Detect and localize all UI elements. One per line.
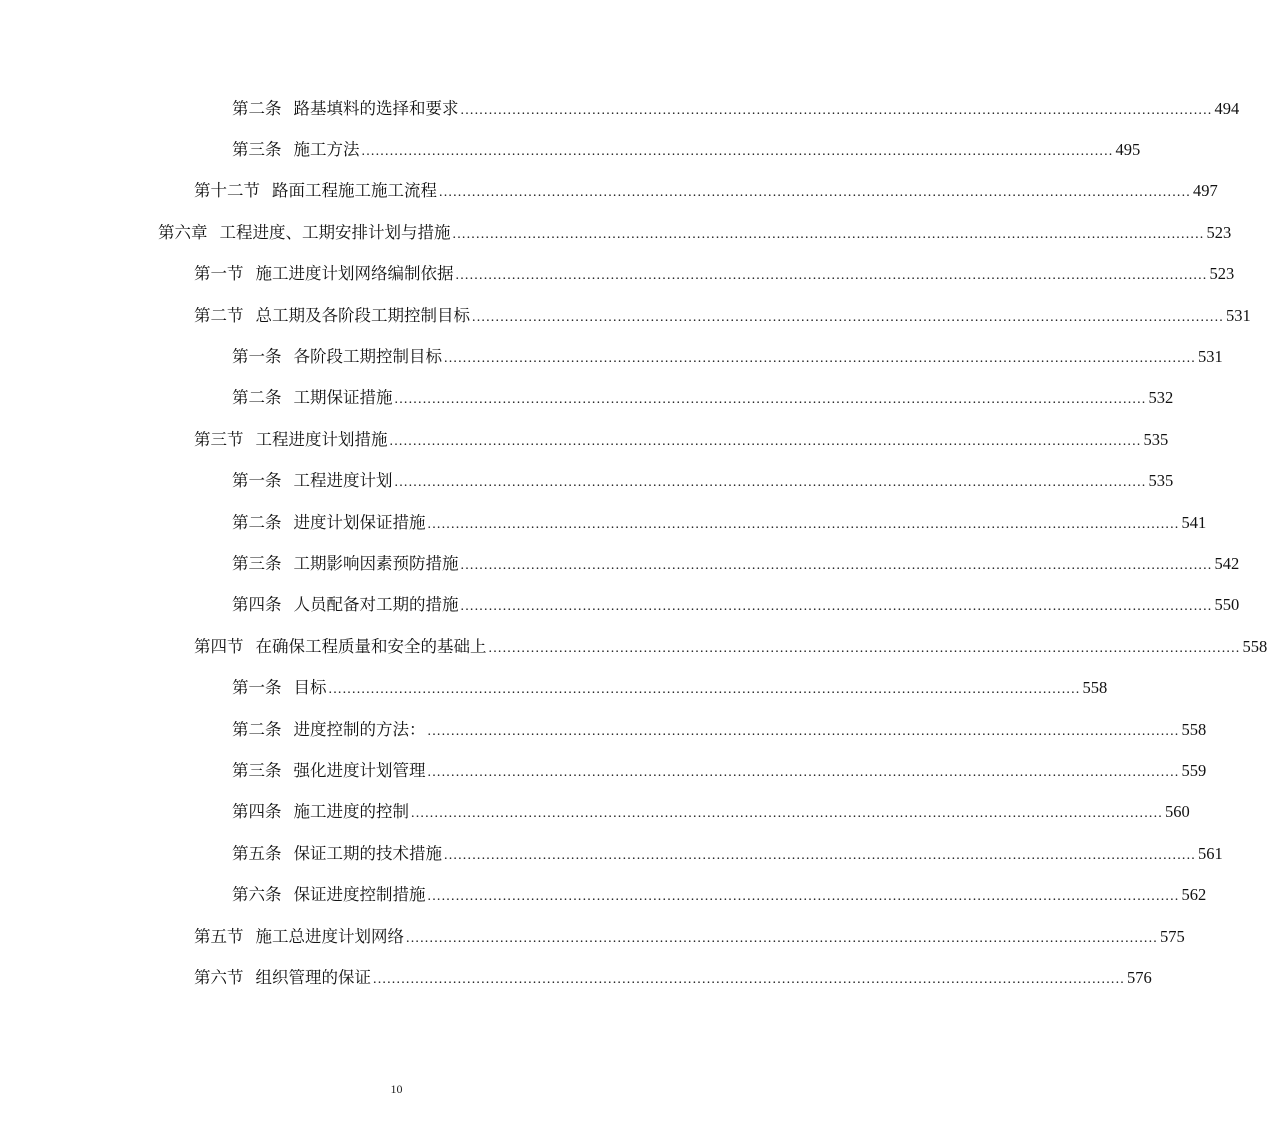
toc-entry[interactable]	[0, 627, 1267, 668]
toc-entry-page: 531	[1198, 347, 1223, 367]
toc-entry-line	[232, 595, 1240, 617]
toc-entry-number: 第一条	[232, 471, 282, 491]
toc-entry-page: 542	[1214, 553, 1240, 573]
toc-entry-number: 第四条	[232, 802, 282, 822]
toc-entry-number: 第一条	[232, 347, 282, 367]
toc-entry-line	[232, 140, 1141, 162]
dot-leader: ................................................................................................................................................................	[373, 971, 1125, 987]
toc-entry-line	[232, 843, 1223, 866]
toc-entry-line	[194, 264, 1235, 286]
toc-entry[interactable]	[0, 296, 1251, 337]
toc-entry-line	[158, 222, 1232, 245]
toc-entry-page: 531	[1226, 305, 1251, 325]
toc-entry-title: 施工进度计划网络编制依据	[255, 264, 454, 284]
toc-entry-line	[194, 926, 1185, 949]
toc-entry-title: 进度控制的方法：	[293, 719, 426, 739]
dot-leader: ................................................................................................................................................................	[455, 268, 1208, 284]
toc-entry-page: 535	[1143, 429, 1169, 449]
toc-entry-title: 总工期及各阶段工期控制目标	[255, 305, 470, 325]
toc-entry-number: 第三节	[194, 429, 244, 449]
toc-entry[interactable]	[0, 255, 1235, 296]
toc-entry-line	[232, 388, 1174, 410]
toc-entry-number: 第二条	[232, 719, 282, 739]
toc-entry-number: 第二节	[194, 305, 244, 325]
dot-leader: ................................................................................................................................................................	[444, 351, 1196, 367]
toc-entry-number: 第二条	[232, 98, 282, 118]
toc-entry[interactable]	[0, 130, 1141, 171]
toc-entry-title: 路面工程施工施工流程	[272, 181, 437, 201]
toc-entry-page: 523	[1206, 222, 1232, 242]
toc-entry-title: 保证工期的技术措施	[293, 843, 442, 863]
toc-entry-line	[194, 429, 1169, 452]
dot-leader: ................................................................................................................................................................	[452, 226, 1205, 242]
toc-entry[interactable]	[0, 710, 1207, 751]
toc-entry-line	[232, 719, 1207, 742]
toc-entry-number: 第六节	[194, 967, 244, 987]
dot-leader: ................................................................................................................................................................	[411, 806, 1163, 822]
toc-entry[interactable]	[0, 834, 1223, 875]
toc-entry[interactable]	[0, 586, 1240, 627]
dot-leader: ................................................................................................................................................................	[439, 185, 1191, 201]
toc-entry-title: 目标	[293, 678, 327, 698]
toc-entry[interactable]	[0, 958, 1152, 999]
toc-entry-line	[232, 802, 1190, 824]
toc-entry-page: 576	[1127, 967, 1152, 987]
dot-leader: ................................................................................................................................................................	[406, 930, 1158, 946]
toc-entry[interactable]	[0, 751, 1207, 792]
toc-entry-number: 第十二节	[194, 181, 260, 201]
dot-leader: ................................................................................................................................................................	[328, 682, 1081, 698]
toc-entry[interactable]	[0, 213, 1232, 254]
toc-entry[interactable]	[0, 668, 1108, 709]
toc-entry-page: 495	[1115, 140, 1141, 160]
toc-entry[interactable]	[0, 917, 1185, 958]
dot-leader: ................................................................................................................................................................	[444, 847, 1196, 863]
toc-entry-page: 560	[1165, 802, 1190, 822]
toc-entry-number: 第五节	[194, 926, 244, 946]
toc-entry-page: 558	[1082, 678, 1108, 698]
dot-leader: ................................................................................................................................................................	[389, 433, 1142, 449]
toc-entry-line	[232, 471, 1174, 493]
toc-entry-page: 523	[1209, 264, 1235, 284]
toc-entry-number: 第一条	[232, 678, 282, 698]
dot-leader: ................................................................................................................................................................	[472, 309, 1224, 325]
toc-entry-title: 工期影响因素预防措施	[293, 553, 459, 573]
toc-entry-line	[232, 678, 1108, 700]
toc-entry[interactable]	[0, 420, 1169, 461]
toc-entry-line	[232, 760, 1207, 783]
toc-entry[interactable]	[0, 875, 1207, 916]
toc-entry[interactable]	[0, 337, 1223, 378]
toc-entry-page: 535	[1148, 471, 1174, 491]
dot-leader: ................................................................................................................................................................	[361, 144, 1114, 160]
toc-entry-line	[194, 636, 1267, 659]
toc-entry-line	[194, 967, 1152, 990]
toc-entry-title: 施工进度的控制	[293, 802, 409, 822]
toc-entry[interactable]	[0, 793, 1190, 834]
toc-entry-page: 562	[1181, 885, 1207, 905]
toc-entry-line	[232, 885, 1207, 907]
toc-entry-number: 第二条	[232, 388, 282, 408]
toc-entry-page: 575	[1160, 926, 1185, 946]
toc-entry-title: 工期保证措施	[293, 388, 393, 408]
toc-entry-title: 工程进度计划	[293, 471, 393, 491]
dot-leader: ................................................................................................................................................................	[460, 557, 1213, 573]
toc-entry-line	[194, 181, 1218, 203]
toc-entry-page: 561	[1198, 843, 1223, 863]
toc-entry-number: 第五条	[232, 843, 282, 863]
toc-entry-number: 第四条	[232, 595, 282, 615]
toc-entry-number: 第六章	[158, 222, 208, 242]
toc-entry[interactable]	[0, 462, 1174, 503]
toc-entry[interactable]	[0, 172, 1218, 213]
dot-leader: ................................................................................................................................................................	[394, 392, 1147, 408]
toc-entry-number: 第三条	[232, 760, 282, 780]
dot-leader: ................................................................................................................................................................	[460, 102, 1213, 118]
page-number-footer: 10	[390, 1082, 403, 1096]
toc-entry-line	[232, 98, 1240, 121]
toc-entry-title: 路基填料的选择和要求	[293, 98, 459, 118]
toc-entry-number: 第一节	[194, 264, 244, 284]
toc-entry-page: 494	[1214, 98, 1240, 118]
toc-entry-number: 第六条	[232, 885, 282, 905]
toc-entry-page: 558	[1242, 636, 1267, 656]
toc-entry-page: 532	[1148, 388, 1174, 408]
toc-entry-line	[232, 347, 1223, 369]
toc-entry-title: 人员配备对工期的措施	[293, 595, 459, 615]
toc-entry-number: 第二条	[232, 512, 282, 532]
toc-entry-number: 第三条	[232, 140, 282, 160]
toc-entry[interactable]	[0, 379, 1174, 420]
table-of-contents	[0, 89, 1267, 1000]
dot-leader: ................................................................................................................................................................	[427, 764, 1180, 780]
toc-entry-line	[232, 512, 1207, 535]
dot-leader: ................................................................................................................................................................	[394, 475, 1147, 491]
toc-entry-line	[194, 305, 1251, 328]
toc-entry-page: 558	[1181, 719, 1207, 739]
toc-entry-title: 施工总进度计划网络	[255, 926, 404, 946]
toc-entry-title: 在确保工程质量和安全的基础上	[255, 636, 487, 656]
toc-entry-title: 进度计划保证措施	[293, 512, 426, 532]
toc-entry[interactable]	[0, 503, 1207, 544]
toc-entry[interactable]	[0, 544, 1240, 585]
dot-leader: ................................................................................................................................................................	[488, 640, 1241, 656]
toc-entry-page: 497	[1193, 181, 1218, 201]
toc-entry-title: 工程进度计划措施	[255, 429, 388, 449]
toc-entry-title: 各阶段工期控制目标	[293, 347, 442, 367]
toc-entry-number: 第四节	[194, 636, 244, 656]
toc-entry-title: 组织管理的保证	[255, 967, 371, 987]
toc-entry-title: 保证进度控制措施	[293, 885, 426, 905]
dot-leader: ................................................................................................................................................................	[427, 723, 1180, 739]
toc-entry-page: 559	[1181, 760, 1207, 780]
toc-entry-title: 施工方法	[293, 140, 360, 160]
toc-entry-title: 强化进度计划管理	[293, 760, 426, 780]
dot-leader: ................................................................................................................................................................	[460, 599, 1213, 615]
toc-entry-line	[232, 553, 1240, 576]
dot-leader: ................................................................................................................................................................	[427, 889, 1180, 905]
toc-entry-title: 工程进度、工期安排计划与措施	[219, 222, 451, 242]
toc-entry-number: 第三条	[232, 553, 282, 573]
toc-entry-page: 541	[1181, 512, 1207, 532]
toc-entry-page: 550	[1214, 595, 1240, 615]
toc-entry[interactable]	[0, 89, 1240, 130]
dot-leader: ................................................................................................................................................................	[427, 516, 1180, 532]
